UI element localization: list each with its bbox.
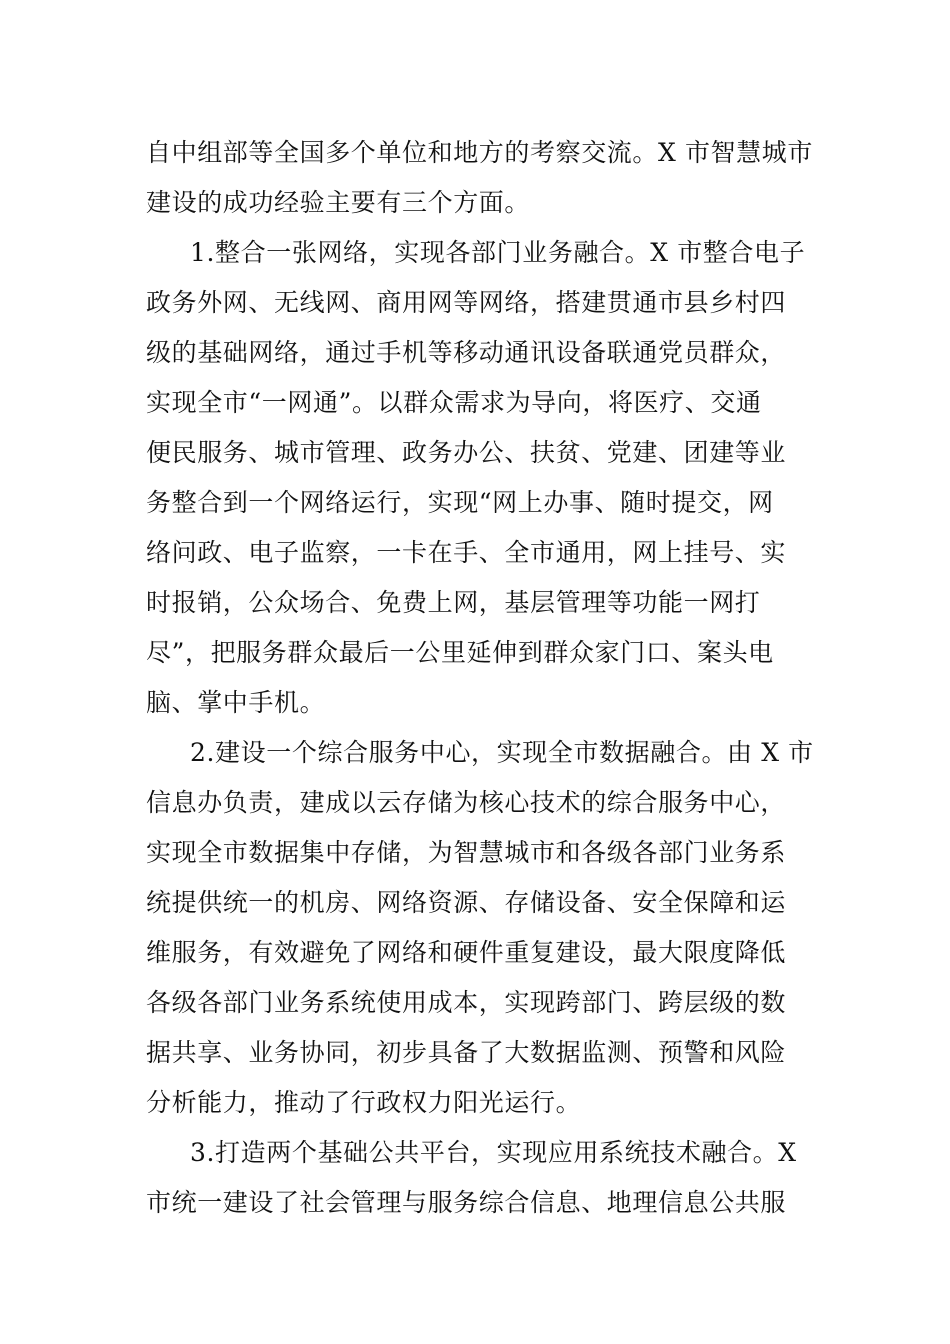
text-line: 维服务，有效避免了网络和硬件重复建设，最大限度降低: [146, 938, 787, 967]
text-line: 自中组部等全国多个单位和地方的考察交流。X 市智慧城市: [146, 138, 813, 167]
text-line: 各级各部门业务系统使用成本，实现跨部门、跨层级的数: [146, 988, 787, 1017]
text-line: 络问政、电子监察，一卡在手、全市通用，网上挂号、实: [146, 538, 787, 567]
body-text: [146, 128, 816, 1228]
text-line: 便民服务、城市管理、政务办公、扶贫、党建、团建等业: [146, 438, 787, 467]
text-line: 实现全市数据集中存储，为智慧城市和各级各部门业务系: [146, 838, 787, 867]
text-line: 政务外网、无线网、商用网等网络，搭建贯通市县乡村四: [146, 288, 787, 317]
text-line: 市统一建设了社会管理与服务综合信息、地理信息公共服: [146, 1188, 787, 1217]
text-line: 实现全市“一网通”。以群众需求为导向，将医疗、交通: [146, 388, 762, 417]
text-line: 尽”，把服务群众最后一公里延伸到群众家门口、案头电: [146, 638, 774, 667]
text-line: 2.建设一个综合服务中心，实现全市数据融合。由 X 市: [190, 738, 814, 767]
text-line: 脑、掌中手机。: [146, 688, 326, 717]
text-line: 建设的成功经验主要有三个方面。: [146, 188, 531, 217]
text-line: 统提供统一的机房、网络资源、存储设备、安全保障和运: [146, 888, 787, 917]
text-line: 信息办负责，建成以云存储为核心技术的综合服务中心，: [146, 788, 787, 817]
text-line: 级的基础网络，通过手机等移动通讯设备联通党员群众，: [146, 338, 787, 367]
text-line: 据共享、业务协同，初步具备了大数据监测、预警和风险: [146, 1038, 787, 1067]
text-line: 3.打造两个基础公共平台，实现应用系统技术融合。X: [190, 1138, 797, 1167]
text-line: 务整合到一个网络运行，实现“网上办事、随时提交，网: [146, 488, 774, 517]
text-line: 1.整合一张网络，实现各部门业务融合。X 市整合电子: [190, 238, 806, 267]
text-line: 时报销，公众场合、免费上网，基层管理等功能一网打: [146, 588, 761, 617]
text-line: 分析能力，推动了行政权力阳光运行。: [146, 1088, 582, 1117]
